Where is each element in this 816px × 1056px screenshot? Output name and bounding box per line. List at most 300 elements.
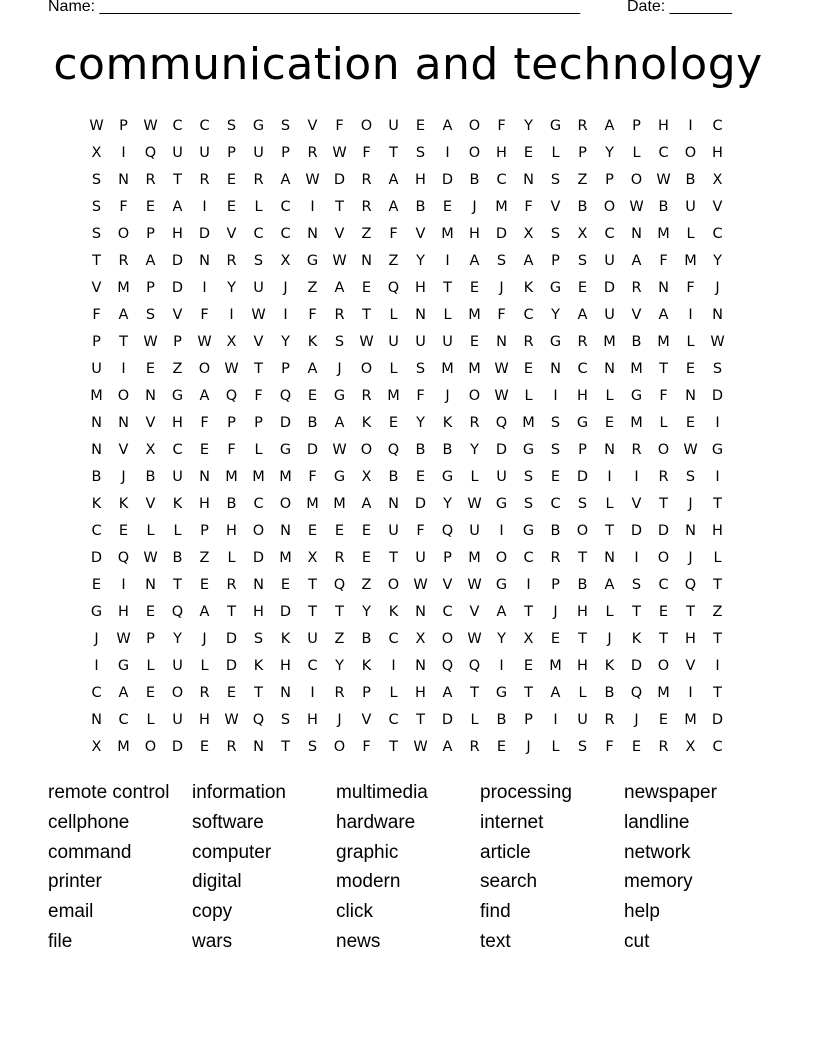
grid-letter: G (333, 468, 346, 485)
grid-letter: A (496, 603, 507, 620)
grid-letter: C (712, 225, 723, 242)
grid-letter: O (279, 495, 292, 512)
grid-letter: C (118, 711, 129, 728)
grid-letter: O (657, 549, 670, 566)
grid-letter: S (712, 360, 723, 377)
grid-letter: M (657, 684, 670, 701)
grid-letter: U (604, 306, 615, 323)
grid-letter: Y (524, 117, 533, 134)
grid-letter: D (495, 225, 508, 242)
grid-letter: R (361, 171, 372, 188)
grid-letter: J (634, 711, 639, 728)
grid-letter: G (441, 468, 454, 485)
grid-letter: G (549, 333, 562, 350)
grid-letter: C (280, 225, 291, 242)
grid-letter: R (658, 468, 669, 485)
grid-letter: E (388, 414, 399, 431)
grid-letter: K (361, 657, 372, 674)
grid-letter: B (91, 468, 102, 485)
grid-letter: J (715, 279, 720, 296)
grid-letter: Z (577, 171, 588, 188)
grid-letter: N (658, 279, 669, 296)
grid-letter: E (145, 603, 156, 620)
grid-letter: M (630, 414, 643, 431)
grid-letter: L (524, 387, 533, 404)
grid-letter: U (496, 468, 507, 485)
grid-letter: U (604, 252, 615, 269)
grid-letter: G (306, 252, 319, 269)
word-bank-item: click (336, 901, 373, 923)
grid-letter: E (361, 522, 372, 539)
grid-letter: C (172, 117, 183, 134)
grid-letter: W (494, 360, 509, 377)
grid-letter: E (631, 738, 642, 755)
grid-letter: V (334, 225, 345, 242)
grid-letter: T (308, 603, 317, 620)
grid-letter: O (144, 738, 157, 755)
grid-letter: A (334, 414, 345, 431)
grid-letter: N (199, 252, 210, 269)
word-bank-item: command (48, 841, 132, 863)
grid-letter: J (121, 468, 126, 485)
grid-letter: L (254, 198, 263, 215)
grid-letter: P (551, 576, 560, 593)
word-bank-item: landline (624, 811, 690, 833)
grid-letter: Z (712, 603, 723, 620)
grid-letter: R (469, 414, 480, 431)
grid-letter: C (91, 522, 102, 539)
grid-letter: F (254, 387, 263, 404)
grid-letter: C (388, 630, 399, 647)
grid-letter: U (685, 198, 696, 215)
grid-letter: S (334, 333, 345, 350)
grid-letter: S (253, 252, 264, 269)
grid-letter: W (332, 441, 347, 458)
grid-letter: U (469, 522, 480, 539)
grid-letter: A (442, 684, 453, 701)
grid-letter: M (279, 549, 292, 566)
grid-letter: L (146, 522, 155, 539)
grid-letter: Y (335, 657, 344, 674)
grid-letter: X (685, 738, 696, 755)
grid-letter: S (550, 414, 561, 431)
grid-letter: R (145, 171, 156, 188)
grid-letter: L (254, 441, 263, 458)
grid-letter: S (523, 468, 534, 485)
grid-letter: D (225, 657, 238, 674)
grid-letter: E (145, 198, 156, 215)
word-bank-item: find (480, 901, 511, 923)
grid-letter: M (468, 306, 481, 323)
grid-letter: R (361, 198, 372, 215)
grid-letter: H (577, 657, 588, 674)
grid-letter: W (305, 171, 320, 188)
grid-letter: O (117, 225, 130, 242)
grid-letter: S (550, 441, 561, 458)
grid-letter: Y (713, 252, 722, 269)
grid-letter: E (604, 414, 615, 431)
grid-letter: Q (630, 684, 643, 701)
grid-letter: Q (684, 576, 697, 593)
grid-letter: B (145, 468, 156, 485)
grid-letter: C (712, 738, 723, 755)
grid-letter: F (416, 522, 425, 539)
grid-letter: X (280, 252, 291, 269)
grid-letter: O (684, 144, 697, 161)
word-bank-item: copy (192, 901, 233, 923)
grid-letter: W (710, 333, 725, 350)
grid-letter: A (523, 252, 534, 269)
grid-letter: A (631, 252, 642, 269)
grid-letter: I (499, 522, 504, 539)
grid-letter: W (656, 171, 671, 188)
name-field-label: Name: ______________________________________________________ (48, 0, 581, 15)
grid-letter: L (146, 711, 155, 728)
grid-letter: E (118, 522, 129, 539)
grid-letter: F (497, 117, 506, 134)
grid-letter: B (658, 198, 669, 215)
grid-letter: Q (279, 387, 292, 404)
grid-letter: G (549, 117, 562, 134)
grid-letter: I (688, 306, 693, 323)
grid-letter: Y (281, 333, 290, 350)
grid-letter: G (117, 657, 130, 674)
grid-letter: Q (468, 657, 481, 674)
grid-letter: V (361, 711, 372, 728)
grid-letter: H (415, 171, 426, 188)
grid-letter: D (630, 657, 643, 674)
grid-letter: I (553, 711, 558, 728)
grid-letter: Z (334, 630, 345, 647)
grid-letter: T (389, 549, 398, 566)
grid-letter: A (199, 387, 210, 404)
word-bank-item: email (48, 901, 94, 923)
grid-letter: T (686, 603, 695, 620)
grid-letter: G (90, 603, 103, 620)
grid-letter: G (630, 387, 643, 404)
grid-letter: O (468, 387, 481, 404)
grid-letter: X (91, 738, 102, 755)
grid-letter: S (577, 252, 588, 269)
grid-letter: N (415, 306, 426, 323)
grid-letter: T (173, 171, 182, 188)
grid-letter: C (442, 603, 453, 620)
grid-letter: V (631, 495, 642, 512)
grid-letter: P (443, 549, 452, 566)
grid-letter: U (415, 333, 426, 350)
grid-letter: T (92, 252, 101, 269)
grid-letter: A (199, 603, 210, 620)
grid-letter: S (577, 738, 588, 755)
word-bank (48, 778, 768, 957)
grid-letter: H (658, 117, 669, 134)
word-bank-item: file (48, 930, 73, 952)
grid-letter: V (172, 306, 183, 323)
grid-letter: V (415, 225, 426, 242)
grid-letter: D (252, 549, 265, 566)
word-bank-item: memory (624, 871, 693, 893)
grid-letter: Q (441, 657, 454, 674)
grid-letter: K (631, 630, 642, 647)
grid-letter: C (172, 441, 183, 458)
grid-letter: O (117, 387, 130, 404)
grid-letter: W (116, 630, 131, 647)
grid-letter: Z (388, 252, 399, 269)
grid-letter: X (91, 144, 102, 161)
grid-letter: T (659, 360, 668, 377)
grid-letter: L (470, 468, 479, 485)
grid-letter: P (227, 414, 236, 431)
grid-letter: M (495, 198, 508, 215)
grid-letter: I (445, 252, 450, 269)
grid-letter: M (630, 360, 643, 377)
grid-letter: T (281, 738, 290, 755)
grid-letter: A (334, 279, 345, 296)
grid-letter: E (145, 360, 156, 377)
grid-letter: O (630, 171, 643, 188)
grid-letter: O (468, 144, 481, 161)
grid-letter: E (415, 468, 426, 485)
grid-letter: M (279, 468, 292, 485)
grid-letter: G (576, 414, 589, 431)
grid-letter: M (117, 738, 130, 755)
grid-letter: G (711, 441, 724, 458)
grid-letter: Y (443, 495, 452, 512)
grid-letter: U (172, 468, 183, 485)
grid-letter: V (91, 279, 102, 296)
grid-letter: N (253, 576, 264, 593)
grid-letter: M (225, 468, 238, 485)
grid-letter: N (604, 549, 615, 566)
grid-letter: H (253, 603, 264, 620)
grid-letter: N (523, 171, 534, 188)
grid-letter: V (253, 333, 264, 350)
grid-letter: R (118, 252, 129, 269)
word-bank-item: newspaper (624, 782, 717, 803)
grid-letter: D (711, 711, 724, 728)
grid-letter: E (469, 333, 480, 350)
grid-letter: V (469, 603, 480, 620)
word-bank-item: internet (480, 811, 544, 833)
grid-letter: J (445, 387, 450, 404)
grid-letter: R (604, 711, 615, 728)
grid-letter: B (415, 441, 426, 458)
grid-letter: G (495, 495, 508, 512)
word-bank-item: article (480, 841, 531, 863)
grid-letter: A (118, 684, 129, 701)
grid-letter: T (713, 576, 722, 593)
grid-letter: M (522, 414, 535, 431)
grid-letter: H (712, 522, 723, 539)
grid-letter: J (688, 549, 693, 566)
grid-letter: B (172, 549, 183, 566)
grid-letter: I (445, 144, 450, 161)
grid-letter: E (226, 684, 237, 701)
word-bank-item: network (624, 841, 691, 863)
word-bank-item: wars (192, 930, 233, 952)
grid-letter: S (280, 117, 291, 134)
grid-letter: E (361, 279, 372, 296)
grid-letter: L (389, 360, 398, 377)
grid-letter: D (441, 171, 454, 188)
grid-letter: J (202, 630, 207, 647)
grid-letter: I (715, 414, 720, 431)
grid-letter: D (171, 252, 184, 269)
grid-letter: R (577, 333, 588, 350)
grid-letter: E (523, 144, 534, 161)
grid-letter: A (118, 306, 129, 323)
grid-letter: T (416, 711, 425, 728)
grid-letter: S (91, 171, 102, 188)
grid-letter: E (658, 711, 669, 728)
grid-letter: M (468, 549, 481, 566)
grid-letter: V (145, 414, 156, 431)
grid-letter: G (171, 387, 184, 404)
grid-letter: F (659, 387, 668, 404)
grid-letter: N (604, 441, 615, 458)
grid-letter: O (576, 522, 589, 539)
grid-letter: F (416, 387, 425, 404)
grid-letter: Q (117, 549, 130, 566)
grid-letter: U (388, 333, 399, 350)
grid-letter: Y (470, 441, 479, 458)
grid-letter: G (252, 117, 265, 134)
grid-letter: R (361, 387, 372, 404)
grid-letter: V (442, 576, 453, 593)
grid-letter: H (226, 522, 237, 539)
grid-letter: X (145, 441, 156, 458)
grid-letter: R (577, 117, 588, 134)
grid-letter: B (577, 198, 588, 215)
grid-letter: W (224, 711, 239, 728)
grid-letter: I (715, 657, 720, 674)
grid-letter: R (550, 549, 561, 566)
grid-letter: P (254, 414, 263, 431)
grid-letter: A (307, 360, 318, 377)
grid-letter: L (632, 144, 641, 161)
grid-letter: C (523, 306, 534, 323)
grid-letter: A (604, 576, 615, 593)
grid-letter: T (362, 306, 371, 323)
grid-letter: H (415, 684, 426, 701)
grid-letter: L (578, 684, 587, 701)
grid-letter: K (361, 414, 372, 431)
grid-letter: W (467, 630, 482, 647)
grid-letter: R (199, 684, 210, 701)
grid-letter: Z (172, 360, 183, 377)
grid-letter: T (254, 684, 263, 701)
grid-letter: H (415, 279, 426, 296)
grid-letter: S (496, 252, 507, 269)
grid-letter: I (634, 549, 639, 566)
grid-letter: U (172, 144, 183, 161)
grid-letter: E (523, 360, 534, 377)
grid-letter: S (631, 576, 642, 593)
grid-letter: L (146, 657, 155, 674)
grid-letter: L (605, 603, 614, 620)
grid-letter: L (389, 306, 398, 323)
grid-letter: D (414, 495, 427, 512)
grid-letter: J (499, 279, 504, 296)
grid-letter: I (94, 657, 99, 674)
grid-letter: Q (441, 522, 454, 539)
grid-letter: M (549, 657, 562, 674)
grid-letter: V (226, 225, 237, 242)
grid-letter: T (524, 684, 533, 701)
grid-letter: A (388, 171, 399, 188)
grid-letter: R (226, 738, 237, 755)
page-title: communication and technology (53, 39, 763, 90)
word-bank-item: text (480, 930, 511, 952)
grid-letter: J (283, 279, 288, 296)
grid-letter: Q (144, 144, 157, 161)
grid-letter: D (279, 603, 292, 620)
grid-letter: R (469, 738, 480, 755)
grid-letter: N (685, 387, 696, 404)
grid-letter: W (467, 576, 482, 593)
grid-letter: K (442, 414, 453, 431)
grid-letter: Y (416, 252, 425, 269)
grid-letter: G (495, 576, 508, 593)
grid-letter: F (119, 198, 128, 215)
grid-letter: N (91, 414, 102, 431)
grid-letter: P (578, 441, 587, 458)
grid-letter: D (630, 522, 643, 539)
grid-letter: P (173, 333, 182, 350)
grid-letter: F (200, 414, 209, 431)
grid-letter: A (442, 117, 453, 134)
grid-letter: Q (225, 387, 238, 404)
grid-letter: W (413, 738, 428, 755)
grid-letter: R (334, 684, 345, 701)
grid-letter: N (91, 441, 102, 458)
word-bank-item: help (624, 901, 660, 923)
grid-letter: U (415, 549, 426, 566)
grid-letter: B (307, 414, 318, 431)
grid-letter: K (307, 333, 318, 350)
grid-letter: G (495, 684, 508, 701)
grid-letter: S (523, 495, 534, 512)
grid-letter: A (550, 684, 561, 701)
grid-letter: L (605, 495, 614, 512)
grid-letter: H (577, 387, 588, 404)
grid-letter: O (441, 630, 454, 647)
grid-letter: Z (307, 279, 318, 296)
word-bank-item: graphic (336, 841, 399, 863)
grid-letter: M (117, 279, 130, 296)
grid-letter: W (683, 441, 698, 458)
grid-letter: E (145, 684, 156, 701)
grid-letter: O (171, 684, 184, 701)
grid-letter: R (631, 279, 642, 296)
grid-letter: K (280, 630, 291, 647)
grid-letter: O (657, 441, 670, 458)
grid-letter: D (711, 387, 724, 404)
grid-letter: R (199, 171, 210, 188)
grid-letter: I (283, 306, 288, 323)
grid-letter: U (253, 144, 264, 161)
grid-letter: U (199, 144, 210, 161)
grid-letter: Z (361, 225, 372, 242)
grid-letter: O (252, 522, 265, 539)
grid-letter: R (658, 738, 669, 755)
grid-letter: Y (173, 630, 182, 647)
grid-letter: H (712, 144, 723, 161)
grid-letter: S (550, 225, 561, 242)
grid-letter: E (361, 549, 372, 566)
grid-letter: O (198, 360, 211, 377)
grid-letter: L (713, 549, 722, 566)
